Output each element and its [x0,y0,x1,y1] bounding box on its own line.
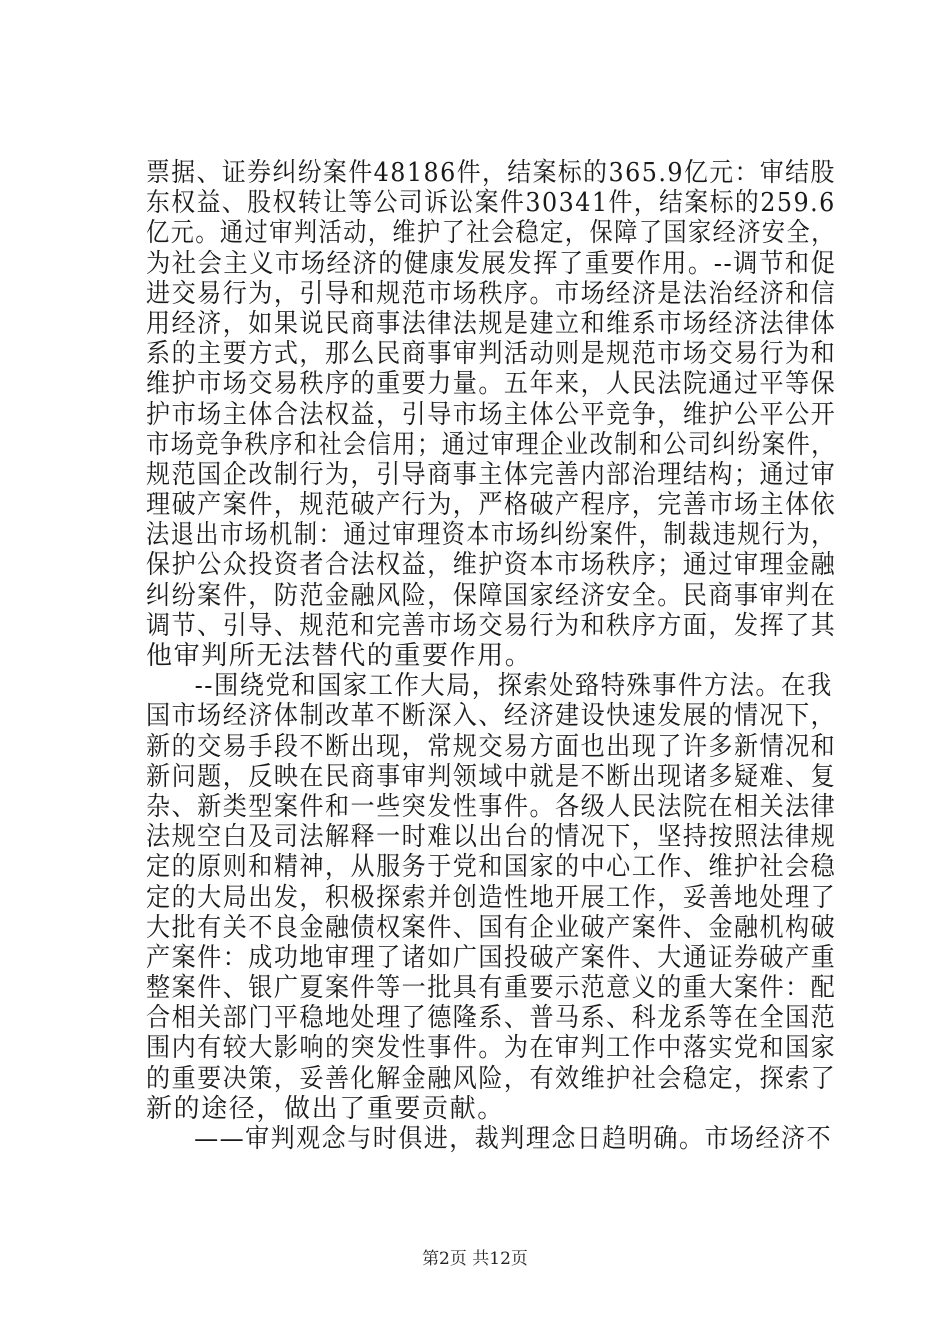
text-line: 新问题，反映在民商事审判领域中就是不断出现诸多疑难、复 [146,761,837,792]
text-line: 国市场经济体制改革不断深入、经济建设快速发展的情况下， [146,701,837,732]
text-line: 纠纷案件，防范金融风险，保障国家经济安全。民商事审判在 [146,580,837,611]
text-line: 法退出市场机制：通过审理资本市场纠纷案件，制裁违规行为， [146,520,836,551]
text-line: 产案件：成功地审理了诸如广国投破产案件、大通证券破产重 [146,942,837,973]
text-line: 进交易行为，引导和规范市场秩序。市场经济是法治经济和信 [146,278,837,309]
text-line: 围内有较大影响的突发性事件。为在审判工作中落实党和国家 [146,1033,837,1064]
text-line: 整案件、银广夏案件等一批具有重要示范意义的重大案件：配 [146,973,837,1004]
text-line: ——审判观念与时俱进，裁判理念日趋明确。市场经济不 [194,1124,833,1154]
text-line: 护市场主体合法权益，引导市场主体公平竞争，维护公平公开 [146,399,837,430]
text-line: 新的途径，做出了重要贡献。 [146,1093,505,1124]
text-line: 系的主要方式，那么民商事审判活动则是规范市场交易行为和 [146,339,837,370]
text-line: 亿元。通过审判活动，维护了社会稳定，保障了国家经济安全， [146,218,836,249]
text-line: 市场竞争秩序和社会信用；通过审理企业改制和公司纠纷案件， [146,429,836,460]
text-line: --围绕党和国家工作大局，探索处臵特殊事件方法。在我 [194,671,833,702]
text-line: 东权益、股权转让等公司诉讼案件30341件，结案标的259.6 [146,188,836,219]
text-line: 维护市场交易秩序的重要力量。五年来，人民法院通过平等保 [146,369,837,400]
text-line: 新的交易手段不断出现，常规交易方面也出现了许多新情况和 [146,731,837,762]
text-line: 理破产案件，规范破产行为，严格破产程序，完善市场主体依 [146,490,837,521]
page-number-footer: 第2页 共12页 [422,1249,528,1269]
text-line: 票据、证券纠纷案件48186件，结案标的365.9亿元：审结股 [146,158,836,188]
text-line: 杂、新类型案件和一些突发性事件。各级人民法院在相关法律 [146,791,837,822]
text-line: 合相关部门平稳地处理了德隆系、普马系、科龙系等在全国范 [146,1003,837,1034]
text-line: 用经济，如果说民商事法律法规是建立和维系市场经济法律体 [146,308,837,339]
document-body [146,158,836,1154]
text-line: 的重要决策，妥善化解金融风险，有效维护社会稳定，探索了 [146,1063,837,1094]
text-line: 规范国企改制行为，引导商事主体完善内部治理结构；通过审 [146,459,837,490]
text-line: 定的原则和精神，从服务于党和国家的中心工作、维护社会稳 [146,852,837,883]
text-line: 大批有关不良金融债权案件、国有企业破产案件、金融机构破 [146,912,837,943]
text-line: 他审判所无法替代的重要作用。 [146,641,533,671]
text-line: 调节、引导、规范和完善市场交易行为和秩序方面，发挥了其 [146,610,837,641]
text-line: 定的大局出发，积极探索并创造性地开展工作，妥善地处理了 [146,882,837,913]
text-line: 法规空白及司法解释一时难以出台的情况下，坚持按照法律规 [146,822,837,853]
text-line: 为社会主义市场经济的健康发展发挥了重要作用。--调节和促 [146,248,837,279]
text-line: 保护公众投资者合法权益，维护资本市场秩序；通过审理金融 [146,550,837,581]
